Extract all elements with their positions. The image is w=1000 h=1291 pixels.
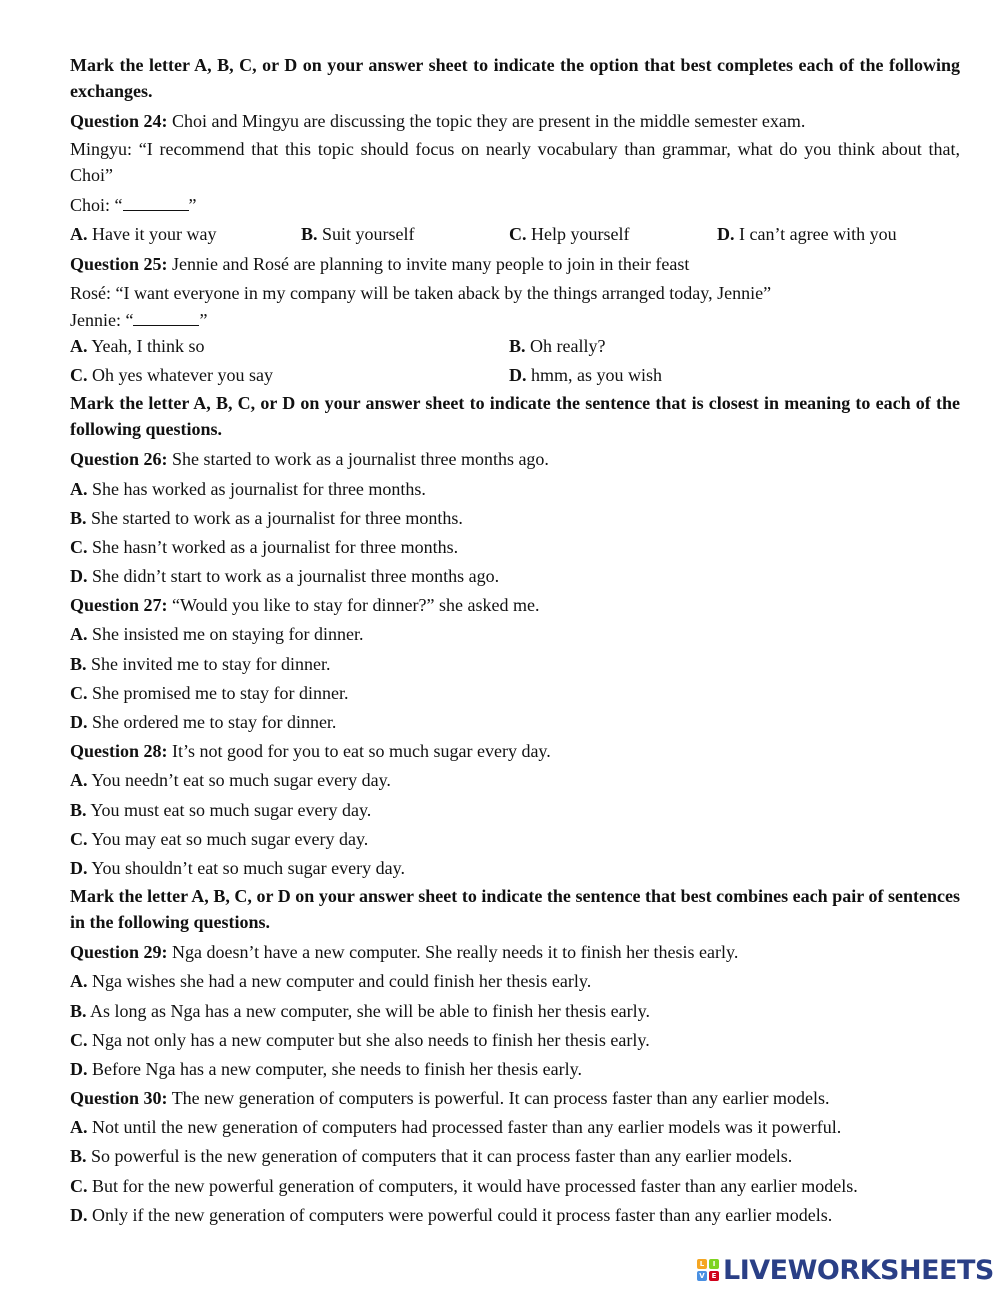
- question-25: [70, 250, 960, 279]
- option-b[interactable]: B. You must eat so much sugar every day.: [70, 799, 372, 820]
- logo-tile: I: [709, 1259, 719, 1269]
- prompt-suffix: ”: [188, 195, 197, 216]
- option-d[interactable]: D. Before Nga has a new computer, she needs to finish her thesis early.: [70, 1058, 582, 1079]
- q25-prompt: [70, 308, 960, 332]
- option-a[interactable]: A. She insisted me on staying for dinner.: [70, 624, 364, 645]
- question-30: [70, 1084, 960, 1113]
- option-b[interactable]: B. As long as Nga has a new computer, she will be able to finish her thesis early.: [70, 1000, 650, 1021]
- option-a[interactable]: A. Have it your way: [70, 224, 217, 245]
- option-c[interactable]: C. She promised me to stay for dinner.: [70, 682, 349, 703]
- question-text: The new generation of computers is powerful. It can process faster than any earlier models.: [167, 1088, 830, 1109]
- question-26: [70, 445, 960, 474]
- question-27: [70, 591, 960, 620]
- question-label: Question 30:: [70, 1088, 168, 1109]
- logo-tile: L: [697, 1259, 707, 1269]
- q25-dialogue-rose: Rosé: “I want everyone in my company will be taken aback by the things arranged today, Jennie”: [70, 282, 772, 303]
- option-c[interactable]: C. You may eat so much sugar every day.: [70, 828, 369, 849]
- instruction-closest-meaning: Mark the letter A, B, C, or D on your answer sheet to indicate the sentence that is closest in meaning to each of the following questions.: [70, 393, 960, 440]
- question-text: Choi and Mingyu are discussing the topic they are present in the middle semester exam.: [167, 111, 806, 131]
- q24-dialogue-mingyu: Mingyu: “I recommend that this topic should focus on nearly vocabulary than grammar, what do you think about that, Choi”: [70, 139, 960, 186]
- answer-blank[interactable]: [133, 309, 199, 326]
- option-b[interactable]: B. Suit yourself: [301, 224, 415, 245]
- logo-text: LIVEWORKSHEETS: [723, 1254, 994, 1286]
- option-c[interactable]: C. She hasn’t worked as a journalist for three months.: [70, 536, 459, 557]
- option-a[interactable]: A. You needn’t eat so much sugar every day.: [70, 770, 391, 791]
- q24-options: [70, 220, 960, 249]
- question-label: Question 27:: [70, 595, 168, 616]
- answer-blank[interactable]: [123, 194, 189, 211]
- prompt-prefix: Choi: “: [70, 195, 123, 216]
- question-label: Question 29:: [70, 942, 168, 963]
- instruction-combine-sentences: Mark the letter A, B, C, or D on your answer sheet to indicate the sentence that best combines each pair of sentences in the following questions.: [70, 886, 960, 933]
- question-text: She started to work as a journalist three months ago.: [167, 449, 549, 470]
- prompt-prefix: Jennie: “: [70, 309, 134, 330]
- option-d[interactable]: D. hmm, as you wish: [509, 365, 663, 386]
- option-b[interactable]: B. She invited me to stay for dinner.: [70, 653, 331, 674]
- option-b[interactable]: B. She started to work as a journalist for three months.: [70, 507, 463, 528]
- option-a[interactable]: A. She has worked as journalist for three months.: [70, 478, 426, 499]
- option-a[interactable]: A. Yeah, I think so: [70, 335, 205, 356]
- option-d[interactable]: D. She didn’t start to work as a journalist three months ago.: [70, 566, 500, 587]
- option-d[interactable]: D. You shouldn’t eat so much sugar every day.: [70, 857, 405, 878]
- question-text: Jennie and Rosé are planning to invite many people to join in their feast: [167, 253, 690, 274]
- option-d[interactable]: D. She ordered me to stay for dinner.: [70, 712, 337, 732]
- option-c[interactable]: C. But for the new powerful generation of computers, it would have processed faster than any earlier models.: [70, 1175, 858, 1196]
- question-29: [70, 938, 960, 967]
- question-label: Question 25:: [70, 253, 168, 274]
- option-d[interactable]: D. Only if the new generation of computers were powerful could it process faster than any earlier models.: [70, 1204, 833, 1225]
- option-b[interactable]: B. Oh really?: [509, 335, 606, 356]
- q25-options-row1: [70, 332, 960, 361]
- option-a[interactable]: A. Nga wishes she had a new computer and could finish her thesis early.: [70, 971, 592, 992]
- option-c[interactable]: C. Help yourself: [509, 224, 630, 245]
- q25-options-row2: [70, 361, 960, 390]
- question-label: Question 26:: [70, 449, 168, 470]
- worksheet-page: [70, 52, 960, 1230]
- q24-prompt: [70, 191, 960, 220]
- logo-tile: V: [697, 1271, 707, 1281]
- liveworksheets-logo[interactable]: [697, 1254, 994, 1286]
- question-text: It’s not good for you to eat so much sugar every day.: [167, 741, 551, 762]
- option-c[interactable]: C. Oh yes whatever you say: [70, 365, 273, 386]
- option-b[interactable]: B. So powerful is the new generation of computers that it can process faster than any earlier models.: [70, 1146, 793, 1167]
- question-24: [70, 107, 960, 136]
- option-a[interactable]: A. Not until the new generation of computers had processed faster than any earlier models was it powerful.: [70, 1117, 842, 1138]
- question-text: Nga doesn’t have a new computer. She really needs it to finish her thesis early.: [167, 942, 739, 963]
- instruction-exchanges: Mark the letter A, B, C, or D on your answer sheet to indicate the option that best completes each of the following exchanges.: [70, 55, 960, 101]
- option-c[interactable]: C. Nga not only has a new computer but she also needs to finish her thesis early.: [70, 1029, 650, 1050]
- logo-tiles-icon: [697, 1259, 719, 1281]
- question-28: [70, 737, 960, 766]
- question-text: “Would you like to stay for dinner?” she asked me.: [167, 595, 540, 616]
- question-label: Question 28:: [70, 741, 168, 762]
- logo-tile: E: [709, 1271, 719, 1281]
- option-d[interactable]: D. I can’t agree with you: [717, 224, 897, 245]
- prompt-suffix: ”: [199, 309, 208, 330]
- question-label: Question 24:: [70, 111, 168, 131]
